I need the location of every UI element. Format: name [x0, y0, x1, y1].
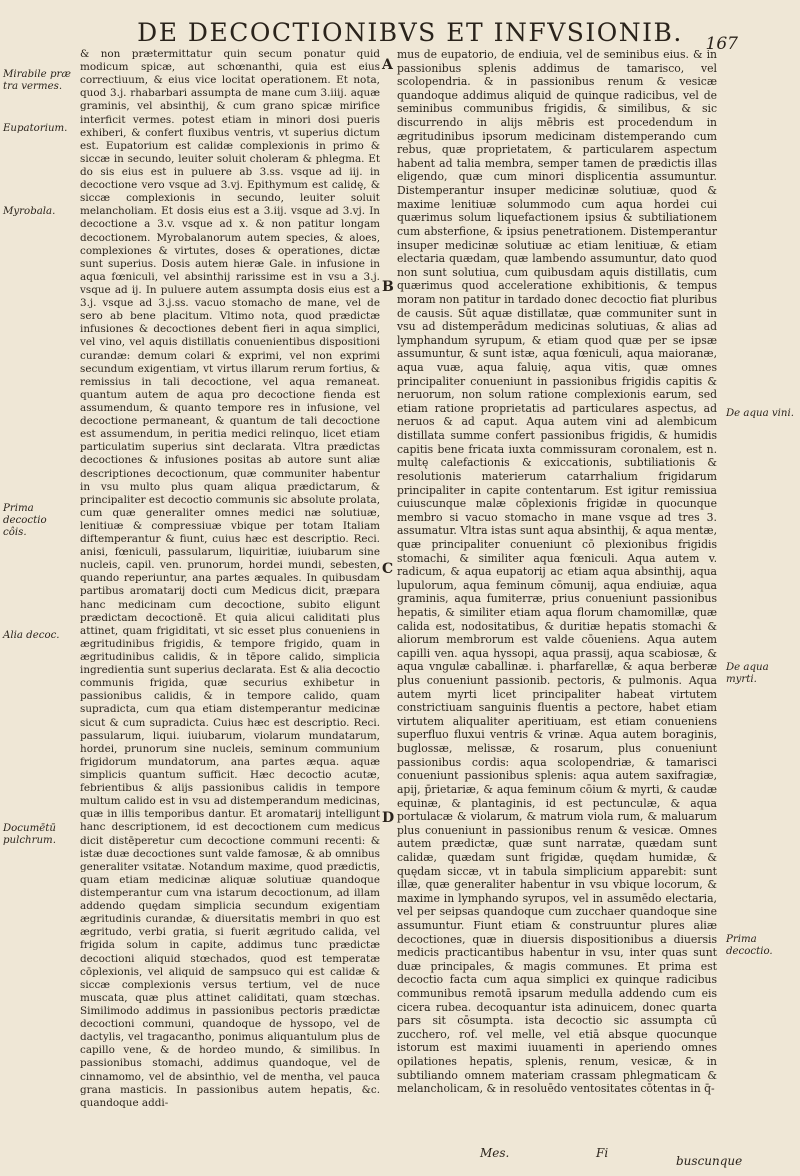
section-letter: C — [382, 561, 394, 577]
margin-note: Prima decoctio. — [726, 934, 773, 957]
margin-note: De aqua myrti. — [726, 662, 769, 685]
section-letter: D — [382, 810, 395, 826]
margin-note: Documētū pulchrum. — [3, 823, 56, 846]
section-letter: A — [382, 57, 393, 73]
margin-note: Eupatorium. — [3, 123, 68, 134]
margin-note: Mirabile præ tra vermes. — [3, 69, 71, 92]
signature-mark: Mes. — [480, 1146, 510, 1160]
right-text-column — [397, 48, 717, 1096]
margin-note: Alia decoc. — [3, 630, 60, 641]
margin-note: Prima decoctio côis. — [3, 503, 47, 538]
left-text-column — [80, 48, 380, 1110]
margin-note: De aqua vini. — [726, 408, 794, 419]
left-column-text: & non prætermittatur quin secum ponatur quid modicum spicæ, aut schœnanthi, quia est eius correctiuum, & eius vice locitat operationem. Et nota, quod 3.j. rhabarbari assumpta de mane cum 3.iiij. aquæ graminis, vel absinthij, & cum grano spicæ mirifice interficit vermes. potest etiam in minori dosi pueris exhiberi, & confert fluxibus ventris, vt superius dictum est. Eupatorium est calidæ complexionis in primo & siccæ in secundo, leuiter soluit choleram & phlegma. Et do sis eius est in puluere ab 3.ss. vsque ad iij. in decoctione vero vsque ad 3.vj. Epithymum est calidę, & siccæ complexionis in secundo, leuiter soluit melancholiam. Et dosis eius est a 3.iij. vsque ad 3.vj. In decoctione a 3.v. vsque ad x. & non patitur longam decoctionem. Myrobalanorum autem species, & aloes, complexiones & virtutes, doses & operationes, dictæ sunt superius. Dosis autem hieræ Gale. in infusione in aqua fœniculi, vel absinthij rarissime est in vsu a 3.j. vsque ad ij. In puluere autem assumpta dosis eius est a 3.j. vsque ad 3.j.ss. vacuo stomacho de mane, vel de sero ab bene placitum. Vltimo nota, quod prædictæ infusiones & decoctiones debent fieri in aqua simplici, vel vino, vel aquis distillatis conuenientibus dispositioni curandæ: demum colari & exprimi, vel non exprimi secundum exigentiam, vt virtus illarum rerum fortius, & remissius in tali decoctione, vel aqua remaneat. quantum autem de aqua pro decoctione fienda est assumendum, & quanto tempore res in infusione, vel decoctione permaneant, & quantum de tali decoctione est assumendum, in peritia medici relinquo, licet etiam particulatim superius sint declarata. Vltra prædictas decoctiones & infusiones positas ab autore sunt aliæ descriptiones decoctionum, quæ communiter habentur in vsu multo plus quam aliqua prædictarum, & principaliter est decoctio communis sic absolute prolata, cum quæ generaliter omnes medici næ solutiuæ, lenitiuæ & compressiuæ vbique per totam Italiam diftemperantur & fiunt, cuius hæc est descriptio. Reci. anisi, fœniculi, passularum, liquiritiæ, iuiubarum sine nucleis, capil. ven. prunorum, hordei mundi, sebesten, quando reperiuntur, ana partes æquales. In quibusdam partibus aromatarij docti cum Medicus dicit, præpara hanc medicinam cum decoctione, subito eligunt prædictam decoctionē. Et quia alicui caliditati plus attinet, quam frigiditati, vt sic esset plus conueniens in ægritudinibus frigidis, & tempore frigido, quam in ægritudinibus calidis, & in tēpore calido, simplicia ingredientia sunt superius declarata. Est & alia decoctio communis frigida, quæ securius exhibetur in passionibus calidis, & in tempore calido, quam supradicta, cum qua etiam distemperantur medicinæ sicut & cum supradicta. Cuius hæc est descriptio. Reci. passularum, liqui. iuiubarum, violarum mundatarum, hordei, prunorum sine nucleis, seminum communium frigidorum mundatorum, ana partes æqua. aquæ simplicis quantum sufficit. Hæc decoctio acutæ, febrientibus & alijs passionibus calidis in tempore multum calido est in vsu ad distemperandum medicinas, quæ in illis temporibus dantur. Et aromatarij intelligunt hanc descriptionem, id est decoctionem cum medicus dicit distēperetur cum decoctione communi recenti: & istæ duæ decoctiones sunt valde famosæ, & ab omnibus generaliter vsitatæ. Notandum maxime, quod prædictis, quam etiam medicinæ aliquæ solutiuæ quandoque distemperantur cum vna istarum decoctionum, ad illam addendo quędam simplicia secundum exigentiam ægritudinis curandæ, & diuersitatis membri in quo est ægritudo, verbi gratia, si fuerit ægritudo calida, vel frigida solum in capite, addimus tunc prædictæ decoctioni aliquid stœchados, quod est temperatæ cōplexionis, vel aliquid de sampsuco qui est calidæ & siccæ complexionis versus tertium, vel de nuce muscata, quæ plus attinet caliditati, quam stœchas. Similimodo addimus in passionibus pectoris prædictæ decoctioni communi, quandoque de hyssopo, vel de dactylis, vel tragacantho, ponimus aliquantulum plus de capillo vene, & de hordeo mundo, & similibus. In passionibus stomachi, addimus quandoque, vel de cinnamomo, vel de absinthio, vel de mentha, vel pauca grana masticis. In passionibus autem hepatis, &c. quandoque addi- — [80, 48, 380, 1109]
catchword: buscunque — [676, 1154, 743, 1168]
margin-note: Myrobala. — [3, 206, 56, 217]
sheet-mark: Fi — [596, 1146, 609, 1160]
folio-number: 167 — [705, 34, 738, 54]
right-column-text: mus de eupatorio, de endiuia, vel de seminibus eius. & in passionibus splenis addimus de tamarisco, vel scolopendria. & in passionibus renum & vesicæ quandoque addimus aliquid de quinque radicibus, vel de seminibus communibus frigidis, & similibus, & sic discurrendo in alijs mēbris est procedendum in ægritudinibus ipsorum medicinam distemperando cum rebus, quæ proprietatem, & particularem aspectum habent ad talia membra, semper tamen de prædictis illas eligendo, quæ cum minori displicentia assumuntur. Distemperantur insuper medicinæ solutiuæ, quod & maxime lenitiuæ solummodo cum aqua hordei cui quærimus solum liquefactionem ipsius & subtiliationem cum absterfione, & ipsius penetrationem. Distemperantur insuper medicinæ solutiuæ ac etiam lenitiuæ, & etiam electaria quædam, quæ lambendo assumuntur, dato quod non sunt solutiua, cum quibusdam aquis distillatis, cum quærimus quod acceleratione exhibitionis, & tempus moram non patitur in tardado donec decoctio fiat pluribus de causis. Sūt aquæ distillatæ, quæ communiter sunt in vsu ad distemperādum medicinas solutiuas, & alias ad lymphandum syrupum, & etiam quod quæ per se ipsæ assumuntur, & sunt istæ, aqua fœniculi, aqua maioranæ, aqua vuæ, aqua faluię, aqua vitis, quæ omnes principaliter conueniunt in passionibus frigidis capitis & neruorum, non solum ratione complexionis earum, sed etiam ratione proprietatis ad particulares aspectus, ad neruos & ad caput. Aqua autem vini ad alembicum distillata summe confert passionibus frigidis, & humidis capitis bene fricata iuxta commissuram coronalem, est n. multę calefactionis & exiccationis, subtiliationis & resolutionis materierum catarrhalium frigidarum principaliter in capite contentarum. Est igitur remissiua cuiuscunque malæ cōplexionis frigidæ in quocunque membro si vacuo stomacho in mane vsque ad tres 3. assumatur. Vltra istas sunt aqua absinthij, & aqua mentæ, quæ principaliter conueniunt cō plexionibus frigidis stomachi, & similiter aqua fœniculi. Aqua autem v. radicum, & aqua eupatorij ac etiam aqua absinthij, aqua lupulorum, aqua feminum cōmunij, aqua endiuiæ, aqua graminis, aqua fumiterræ, prius conueniunt passionibus hepatis, & similiter etiam aqua florum chamomillæ, quæ calida est, nodositatibus, & duritiæ hepatis stomachi & aliorum membrorum est valde cōueniens. Aqua autem capilli ven. aqua hyssopi, aqua prassij, aqua scabiosæ, & aqua vngulæ caballinæ. i. pharfarellæ, & aqua berberæ plus conueniunt passionib. pectoris, & pulmonis. Aqua autem myrti licet principaliter habeat virtutem constrictiuam sanguinis fluentis a pectore, habet etiam virtutem aliqualiter aperitiuam, est etiam conueniens superfluo fluxui ventris & vrinæ. Aqua autem boraginis, buglossæ, melissæ, & rosarum, plus conueniunt passionibus cordis: aqua scolopendriæ, & tamarisci conueniunt passionibus splenis: aqua autem saxifragiæ, apij, p̄rietariæ, & aqua feminum cōium & myrti, & caudæ equinæ, & plantaginis, id est pectunculæ, & aqua portulacæ & violarum, & matrum viola rum, & maluarum plus conueniunt in passionibus renum & vesicæ. Omnes autem prædictæ, quæ sunt narratæ, quædam sunt calidæ, quædam sunt frigidæ, quędam humidæ, & quędam siccæ, vt in tabula simplicium apparebit: sunt illæ, quæ generaliter habentur in vsu vbique locorum, & maxime in lymphando syrupos, vel in assumēdo electaria, vel per seipsas quandoque cum zucchaer quandoque sine assumuntur. Fiunt etiam & construuntur plures aliæ decoctiones, quæ in diuersis dispositionibus a diuersis medicis practicantibus habentur in vsu, inter quas sunt duæ principales, & magis communes. Et prima est decoctio facta cum aqua simplici ex quinque radicibus communibus remotā ipsarum medulla addendo cum eis cicera rubea. decoquantur ista adinuicem, donec quarta pars sit cōsumpta. ista decoctio sic assumpta cū zucchero, rof. vel melle, vel etiā absque quocunque istorum est maximi iuuamenti in aperiendo omnes opilationes hepatis, splenis, renum, vesicæ, & in subtiliando omnem materiam crassam phlegmaticam & melancholicam, & in resoluēdo ventositates cōtentas in q̄- — [397, 48, 717, 1096]
running-head: DE DECOCTIONIBVS ET INFVSIONIB. — [137, 18, 683, 47]
section-letter: B — [382, 279, 394, 295]
